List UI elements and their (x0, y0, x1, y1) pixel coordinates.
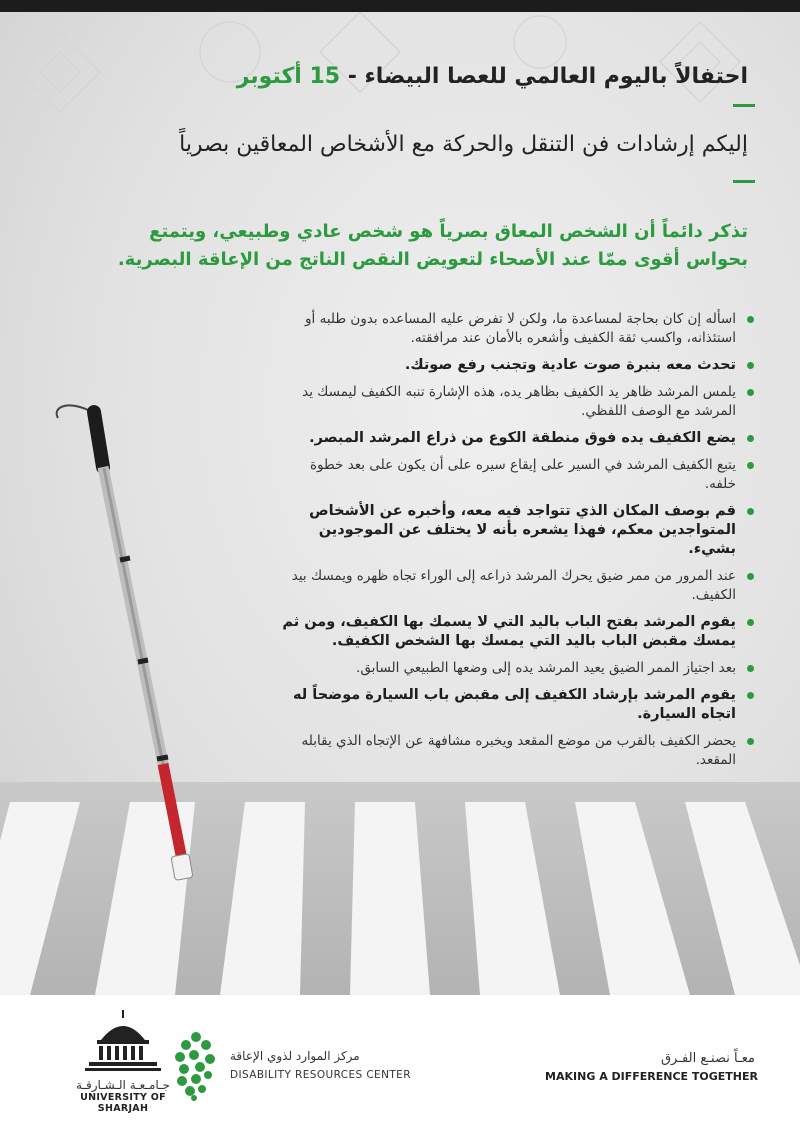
bullet-icon (747, 435, 754, 442)
footer (0, 995, 800, 1131)
green-dash-2 (733, 180, 755, 183)
bullet-icon (747, 619, 754, 626)
tip-item: يضع الكفيف يده فوق منطقة الكوع من ذراع المرشد المبصر. (276, 429, 756, 448)
bullet-icon (747, 462, 754, 469)
tip-item: يقوم المرشد بفتح الباب باليد التي لا يسمك بها الكفيف، ومن ثم يمسك مقبض الباب باليد التي يمسك بها الشخص الكفيف. (276, 613, 756, 651)
bullet-icon (747, 573, 754, 580)
tip-item: بعد اجتياز الممر الضيق يعيد المرشد يده إلى وضعها الطبيعي السابق. (276, 659, 756, 678)
page-title (58, 64, 748, 89)
bullet-icon (747, 362, 754, 369)
intro-text (58, 218, 748, 274)
tip-item: يتبع الكفيف المرشد في السير على إيقاع سيره على أن يكون على بعد خطوة خلفه. (276, 456, 756, 494)
bullet-icon (747, 692, 754, 699)
university-name-en: UNIVERSITY OF SHARJAH (80, 1092, 166, 1114)
university-name-ar: جـامـعـة الـشـارقـة (76, 1078, 170, 1092)
title-text: احتفالاً باليوم العالمي للعصا البيضاء - (347, 64, 748, 89)
bullet-icon (747, 389, 754, 396)
subtitle: إليكم إرشادات فن التنقل والحركة مع الأشخاص المعاقين بصرياً (179, 132, 748, 157)
drc-name-en: DISABILITY RESOURCES CENTER (230, 1069, 411, 1081)
cane-tip (171, 854, 193, 881)
poster-area (0, 12, 800, 995)
drc-leaf-icon (172, 1031, 220, 1101)
tip-item: يحضر الكفيف بالقرب من موضع المقعد ويخبره مشافهة عن الإتجاه الذي يقابله المقعد. (276, 732, 756, 770)
tips-list (276, 310, 756, 778)
intro-line-1: تذكر دائماً أن الشخص المعاق بصرياً هو شخص عادي وطبيعي، ويتمتع (149, 221, 748, 242)
tip-item: يلمس المرشد ظاهر يد الكفيف بظاهر يده، هذه الإشارة تنبه الكفيف ليمسك يد المرشد مع الوصف اللفظي. (276, 383, 756, 421)
university-dome-icon (83, 1010, 163, 1072)
tagline-ar: معـاً نصنـع الفـرق (660, 1051, 755, 1066)
tip-item: يقوم المرشد بإرشاد الكفيف إلى مقبض باب السيارة موضحاً له اتجاه السيارة. (276, 686, 756, 724)
bullet-icon (747, 738, 754, 745)
bullet-icon (747, 665, 754, 672)
tip-item: تحدث معه بنبرة صوت عادية وتجنب رفع صوتك. (276, 356, 756, 375)
bullet-icon (747, 316, 754, 323)
tip-item: عند المرور من ممر ضيق يحرك المرشد ذراعه إلى الوراء تجاه ظهره ويمسك بيد الكفيف. (276, 567, 756, 605)
green-dash-1 (733, 104, 755, 107)
tagline-en: MAKING A DIFFERENCE TOGETHER (545, 1070, 758, 1083)
tip-item: اسأله إن كان بحاجة لمساعدة ما، ولكن لا تفرض عليه المساعده بدون طلبه أو استئذانه، واكسب ثقة الكفيف وأشعره بالأمان عند مرافقته. (276, 310, 756, 348)
cane-red-band (163, 764, 182, 860)
title-date: 15 أكتوبر (236, 64, 341, 89)
drc-name-ar: مركز الموارد لذوي الإعاقة (230, 1049, 360, 1063)
bullet-icon (747, 508, 754, 515)
cane-grip (94, 412, 103, 467)
tip-item: قم بوصف المكان الذي تتواجد فيه معه، وأخبره عن الأشخاص المتواجدين معكم، فهذا يشعره بأنه لا يختلف عن الموجودين بشيء. (276, 502, 756, 559)
cane-strap (57, 405, 88, 418)
university-logo (58, 1010, 188, 1114)
top-bar (0, 0, 800, 12)
intro-line-2: بحواس أقوى ممّا عند الأصحاء لتعويض النقص الناتج من الإعاقة البصرية. (117, 249, 748, 270)
